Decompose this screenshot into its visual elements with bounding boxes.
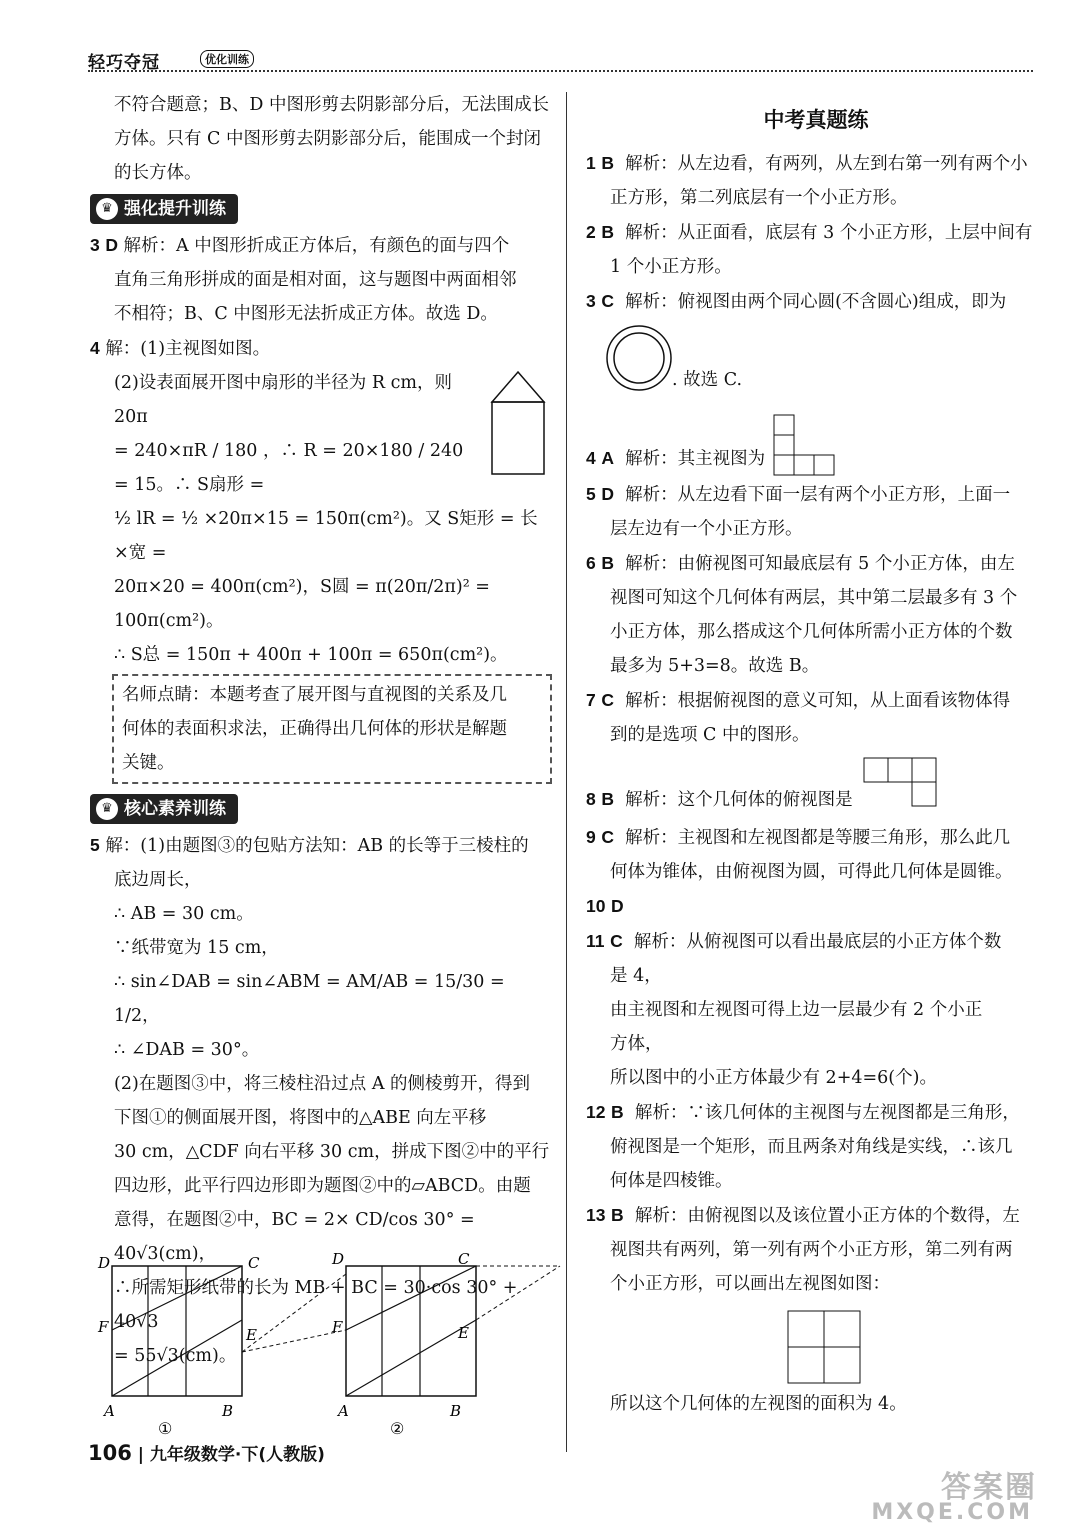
svg-text:F: F: [98, 1318, 109, 1336]
teacher-note: 名师点睛：本题考查了展开图与直视图的关系及几 何体的表面积求法，正确得出几何体的形状是解题 关键。: [112, 674, 552, 784]
answer-r12: 12 B 解析：∵该几何体的主视图与左视图都是三角形，: [586, 1102, 1020, 1123]
answer-r2: 2 B 解析：从正面看，底层有 3 个小正方形，上层中间有: [586, 222, 1033, 243]
page-number: 106: [88, 1441, 132, 1465]
answer-5: 5 解：(1)由题图③的包贴方法知：AB 的长等于三棱柱的: [90, 835, 529, 856]
top-view-figure: [862, 756, 942, 814]
answer-r3: 3 C 解析：俯视图由两个同心圆(不含圆心)组成，即为: [586, 291, 1007, 312]
answer-r7: 7 C 解析：根据俯视图的意义可知，从上面看该物体得: [586, 690, 1011, 711]
watermark: 答案圈: [941, 1470, 1037, 1505]
svg-text:E: E: [458, 1324, 469, 1342]
svg-text:A: A: [104, 1402, 115, 1420]
brand-title: 轻巧夺冠: [88, 53, 160, 73]
svg-text:E: E: [246, 1326, 257, 1344]
section-badge-core: ♛ 核心素养训练: [90, 794, 238, 824]
right-column: 中考真题练 1 B 解析：从左边看，有两列，从左到右第一列有两个小 正方形，第二列底层有一个小正方形。 2 B 解析：从正面看，底层有 3 个小正方形，上层中间有 1 个小正方形。 3 C 解析：俯视图由两个同心圆(不含圆心)组成，即为 . 故选 C. 4 A 解析：其主视图为 5 D 解析：从左边看下面一层有两个小正方形，上面一 层左边有一个小正方形。 6 B 解析：由俯视图可知最底层有 5 个小正方体，由左 视图可知这个几何体有两层，其中第二层最多有 3 个 小正方体，那么搭成这个几何体所需小正方体的个数 最多为 5+3=8。故选 B。 7 C 解析：根据俯视图的意义可知，从上面看该物体得 到的是选项 C 中的图形。 8 B 解析：这个几何体的俯视图是 9 C 解析：主视图和左视图都是等腰三角形，那么此几 何体为锥体，由俯视图为圆，可得此几何体是圆锥。 10 D 11 C 解析：从俯视图可以看出最底层的小正方体个数 是 4， 由主视图和左视图可得上边一层最少有 2 个小正 方体， 所以图中的小正方体最少有 2+4=6(个)。 12 B 解析：∵该几何体的主视图与左视图都是三角形， 俯视图是一个矩形，而且两条对角线是实线，∴该几 何体是四棱锥。 13 B 解析：由俯视图以及该位置小正方体的个数得，左 视图共有两列，第一列有两个小正方形，第二列有两 个小正方形，可以画出左视图如图： 所以这个几何体的左视图的面积为 4。: [586, 94, 1046, 1421]
svg-text:D: D: [332, 1252, 345, 1268]
answer-r1: 1 B 解析：从左边看，有两列，从左到右第一列有两个小: [586, 153, 1028, 174]
intro-line: 方体。只有 C 中图形剪去阴影部分后，能围成一个封闭: [114, 129, 542, 149]
answer-r6: 6 B 解析：由俯视图可知最底层有 5 个小正方体，由左: [586, 553, 1015, 574]
header-rule: [88, 70, 1033, 72]
brand-subtitle: 优化训练: [200, 50, 254, 68]
svg-text:①: ①: [158, 1419, 173, 1438]
left-column: 不符合题意；B、D 中图形剪去阴影部分后，无法围成长 方体。只有 C 中图形剪去阴影部分后，能围成一个封闭 的长方体。 ♛ 强化提升训练 3 D 解析：A 中图形折成正方体后，有颜色的面与四个 直角三角形拼成的面是相对面，这与题图中两面相邻 不相符；B、C 中图形无法折成正方体。故选 D。 4 解：(1)主视图如图。 (2)设表面展开图中扇形的半径为 R cm，则 20π = 240×πR / 180 ，∴ R = 20×180 / 240 = 15。∴ S扇形 = ½ lR = ½ ×20π×15 = 150π(cm²)。又 S矩形 = 长×宽 = 20π×20 = 400π(cm²)，S圆 = π(20π/2π)² = 100π(cm²)。 ∴ S总 = 150π + 400π + 100π = 650π(cm²)。 名师点睛：本题考查了展开图与直视图的关系及几 何体的表面积求法，正确得出几何体的形状是解题 关键。 ♛ 核心素养训练 5 解：(1)由题图③的包贴方法知：AB 的长等于三棱柱的 底边周长， ∴ AB = 30 cm。 ∵纸带宽为 15 cm， ∴ sin∠DAB = sin∠ABM = AM/AB = 15/30 = 1/2， ∴ ∠DAB = 30°。 (2)在题图③中，将三棱柱沿过点 A 的侧棱剪开，得到 下图①的侧面展开图，将图中的△ABE 向左平移 30 cm，△CDF 向右平移 30 cm，拼成下图②中的平行 四边形，此平行四边形即为题图②中的▱ABCD。由题 意得，在题图②中，BC = 2× CD/cos 30° = 40√3(cm)， ∴所需矩形纸带的长为 MB + BC = 30·cos 30° + 40√3 = 55√3(cm)。: [90, 88, 552, 1373]
left-view-figure: [786, 1309, 866, 1389]
svg-text:B: B: [450, 1402, 462, 1420]
closing-line: 所以这个几何体的左视图的面积为 4。: [610, 1394, 907, 1414]
section-title: 中考真题练: [763, 108, 869, 132]
svg-text:F: F: [332, 1318, 343, 1336]
svg-text:D: D: [98, 1254, 111, 1272]
crown-icon: ♛: [96, 798, 118, 820]
svg-text:C: C: [248, 1254, 260, 1272]
svg-text:C: C: [458, 1252, 470, 1268]
unfolding-figures: [92, 1252, 562, 1442]
book-title: 九年级数学·下(人教版): [149, 1445, 325, 1465]
answer-4: 4 解：(1)主视图如图。: [90, 338, 271, 359]
figure-2: [242, 1252, 560, 1438]
page-header: [88, 44, 1038, 80]
answer-line: (2)设表面展开图中扇形的半径为 R cm，则 20π: [114, 373, 452, 427]
answer-3: 3 D 解析：A 中图形折成正方体后，有颜色的面与四个: [90, 235, 510, 256]
figure-1: [97, 1254, 260, 1438]
concentric-circles-figure: [604, 323, 674, 393]
answer-r8: 8 B 解析：这个几何体的俯视图是: [586, 752, 1046, 820]
answer-r11: 11 C 解析：从俯视图可以看出最底层的小正方体个数: [586, 931, 1002, 952]
intro-line: 不符合题意；B、D 中图形剪去阴影部分后，无法围成长: [114, 95, 549, 115]
watermark-url: MXQE.COM: [871, 1500, 1033, 1525]
answer-line: = 240×πR / 180 ，∴ R = 20×180 / 240 = 15。∴ S扇形 =: [114, 441, 464, 495]
crown-icon: ♛: [96, 198, 118, 220]
triangle-shape: [492, 372, 544, 402]
front-view-figure: [488, 368, 548, 478]
answer-line: ∴ S总 = 150π + 400π + 100π = 650π(cm²)。: [114, 645, 508, 665]
answer-line: 20π×20 = 400π(cm²)，S圆 = π(20π/2π)² = 100π(cm²)。: [114, 577, 490, 631]
answer-line: 直角三角形拼成的面是相对面，这与题图中两面相邻: [114, 270, 517, 290]
intro-line: 的长方体。: [114, 163, 202, 183]
answer-line: ½ lR = ½ ×20π×15 = 150π(cm²)。又 S矩形 = 长×宽 =: [114, 509, 538, 563]
answer-r5: 5 D 解析：从左边看下面一层有两个小正方形，上面一: [586, 484, 1011, 505]
page-footer: 106 | 九年级数学·下(人教版): [88, 1441, 325, 1465]
front-view-squares-figure: [772, 413, 842, 477]
answer-r10: 10 D: [586, 896, 624, 916]
rect-shape: [492, 402, 544, 474]
answer-line: 不相符；B、C 中图形无法折成正方体。故选 D。: [114, 304, 498, 324]
answer-r13: 13 B 解析：由俯视图以及该位置小正方体的个数得，左: [586, 1205, 1020, 1226]
section-badge-strengthen: ♛ 强化提升训练: [90, 194, 238, 224]
column-divider: [566, 92, 567, 1452]
answer-r9: 9 C 解析：主视图和左视图都是等腰三角形，那么此几: [586, 827, 1011, 848]
svg-text:②: ②: [390, 1419, 405, 1438]
svg-text:B: B: [222, 1402, 234, 1420]
svg-text:A: A: [338, 1402, 349, 1420]
answer-r4: 4 A 解析：其主视图为: [586, 407, 1046, 477]
